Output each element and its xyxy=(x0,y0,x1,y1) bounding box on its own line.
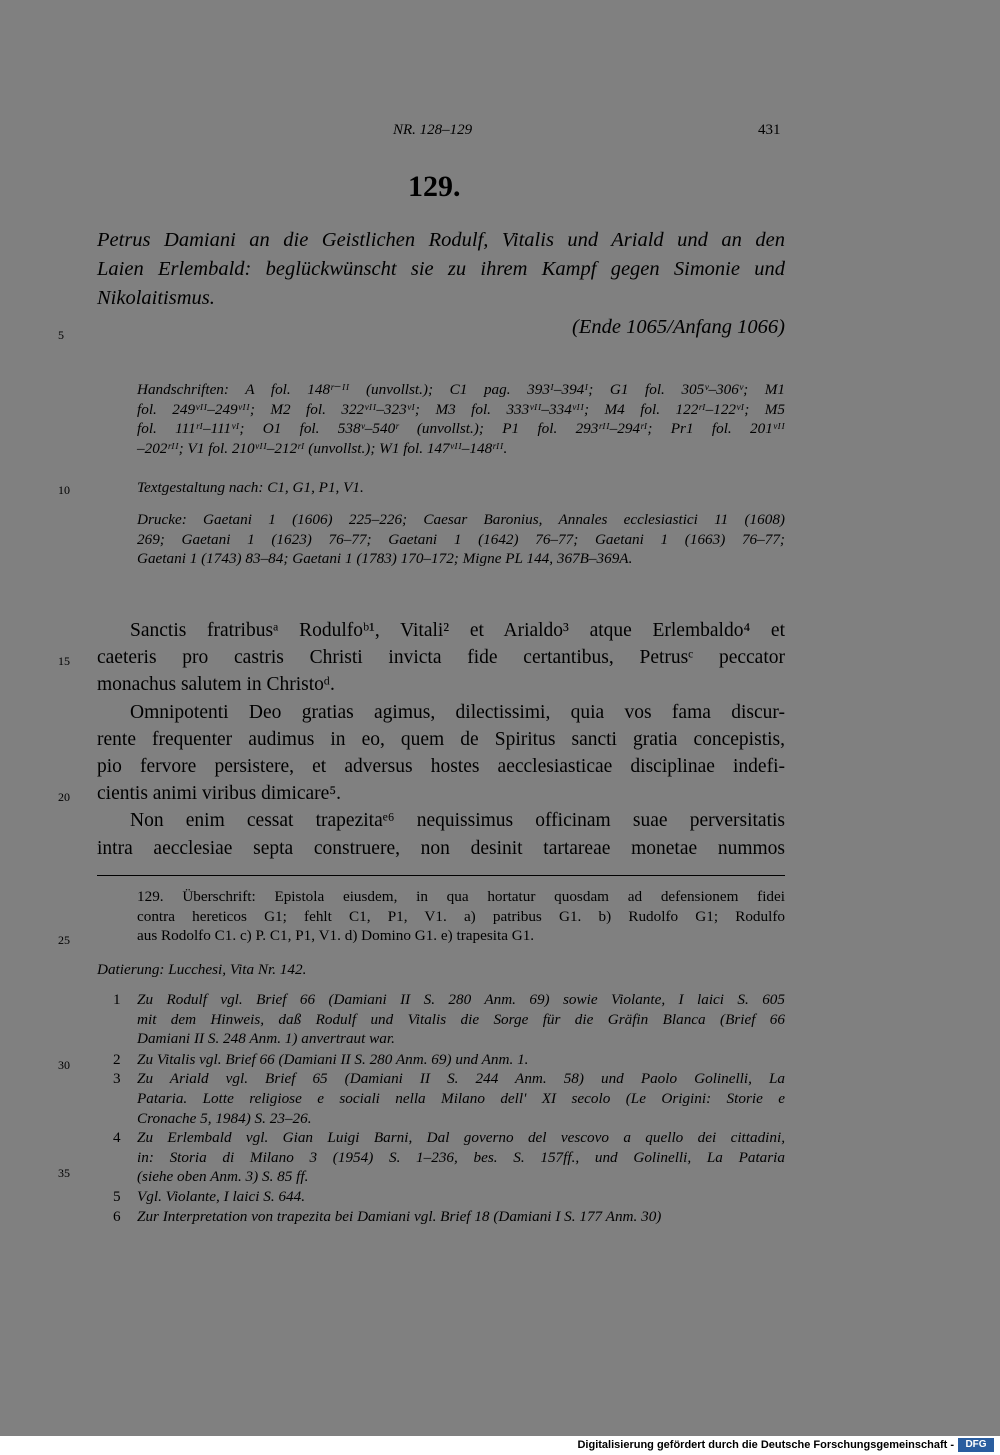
footnote-line: Vgl. Violante, I laici S. 644. xyxy=(137,1187,306,1205)
text-line: caeteris pro castris Christi invicta fide certantibus, Petrusᶜ peccator xyxy=(97,647,785,669)
letter-summary xyxy=(97,226,785,342)
footnote-number: 4 xyxy=(113,1129,121,1147)
footnote-line: Zu Erlembald vgl. Gian Luigi Barni, Dal governo del vescovo a quello dei cittadini, xyxy=(137,1129,785,1147)
textgestaltung: Textgestaltung nach: C1, G1, P1, V1. xyxy=(137,479,364,496)
text-line: pio fervore persistere, et adversus hostes aecclesiasticae disciplinae indefi- xyxy=(97,756,785,778)
page-number: 431 xyxy=(758,122,781,138)
dating-note: Datierung: Lucchesi, Vita Nr. 142. xyxy=(97,961,307,978)
footnote xyxy=(113,1207,785,1227)
manuscripts-line: fol. 249ᵛᴵᴵ–249ᵛᴵᴵ; M2 fol. 322ᵛᴵᴵ–323ᵛᴵ; M3 fol. 333ᵛᴵᴵ–334ᵛᴵᴵ; M4 fol. 122ʳᴵ–122ᵛᴵ; M5 xyxy=(137,400,785,418)
footnote xyxy=(113,1128,785,1187)
footnotes xyxy=(113,990,785,1226)
line-number: 15 xyxy=(58,654,70,668)
summary-line: Laien Erlembald: beglückwünscht sie zu ihrem Kampf gegen Simonie und xyxy=(97,258,785,280)
footnote-line: Pataria. Lotte religiose e sociali nella Milano dell' XI secolo (Le Origini: Storie e xyxy=(137,1089,785,1107)
prints-line: 269; Gaetani 1 (1623) 76–77; Gaetani 1 (1642) 76–77; Gaetani 1 (1663) 76–77; xyxy=(137,530,785,548)
apparatus-block xyxy=(137,887,785,946)
footnote xyxy=(113,990,785,1049)
line-number: 10 xyxy=(58,483,70,497)
text-line: Non enim cessat trapezitaᵉ⁶ nequissimus officinam suae perversitatis xyxy=(130,810,785,832)
letter-number: 129. xyxy=(408,170,461,203)
footnote-divider xyxy=(97,875,785,876)
footnote-number: 3 xyxy=(113,1070,121,1088)
line-number: 20 xyxy=(58,790,70,804)
footnote-number: 2 xyxy=(113,1050,121,1068)
footnote-number: 5 xyxy=(113,1187,121,1205)
line-number: 30 xyxy=(58,1058,70,1072)
footnote-line: Zu Ariald vgl. Brief 65 (Damiani II S. 244 Anm. 58) und Paolo Golinelli, La xyxy=(137,1070,785,1088)
dfg-logo: DFG xyxy=(958,1438,994,1452)
footnote-line: Zur Interpretation von trapezita bei Damiani vgl. Brief 18 (Damiani I S. 177 Anm. 30) xyxy=(137,1207,662,1225)
footnote-line: Zu Vitalis vgl. Brief 66 (Damiani II S. 280 Anm. 69) und Anm. 1. xyxy=(137,1050,529,1068)
text-line: intra aecclesiae septa construere, non desinit tartareae monetae nummos xyxy=(97,837,785,859)
text-line: Sanctis fratribusᵃ Rodulfoᵇ¹, Vitali² et Arialdo³ atque Erlembaldo⁴ et xyxy=(130,620,785,641)
line-number: 35 xyxy=(58,1166,70,1180)
footnote-line: (siehe oben Anm. 3) S. 85 ff. xyxy=(137,1168,309,1186)
manuscripts-block xyxy=(137,380,785,458)
footnote-line: Cronache 5, 1984) S. 23–26. xyxy=(137,1109,312,1127)
footnote-line: mit dem Hinweis, daß Rodulf und Vitalis die Sorge für die Gräfin Blanca (Brief 66 xyxy=(137,1010,785,1028)
footnote-number: 6 xyxy=(113,1207,121,1225)
apparatus-line: aus Rodolfo C1. c) P. C1, P1, V1. d) Domino G1. e) trapesita G1. xyxy=(137,927,535,944)
prints-line: Gaetani 1 (1743) 83–84; Gaetani 1 (1783) 170–172; Migne PL 144, 367B–369A. xyxy=(137,550,633,567)
footnote-number: 1 xyxy=(113,991,121,1008)
letter-date: (Ende 1065/Anfang 1066) xyxy=(572,316,785,338)
text-line: Omnipotenti Deo gratias agimus, dilectissimi, quia vos fama discur- xyxy=(130,701,785,723)
footnote-line: in: Storia di Milano 3 (1954) S. 1–236, bes. S. 157ff., und Golinelli, La Pataria xyxy=(137,1148,785,1166)
prints-line: Drucke: Gaetani 1 (1606) 225–226; Caesar Baronius, Annales ecclesiastici 11 (1608) xyxy=(137,511,785,528)
manuscripts-line: fol. 111ʳᴵ–111ᵛᴵ; O1 fol. 538ᵛ–540ʳ (unvollst.); P1 fol. 293ʳᴵᴵ–294ʳᴵ; Pr1 fol. 201ᵛᴵᴵ xyxy=(137,420,785,437)
letter-text xyxy=(97,617,785,862)
manuscripts-line: Handschriften: A fol. 148ʳ⁻ᴵᴵ (unvollst.); C1 pag. 393ᴵ–394ᴵ; G1 fol. 305ᵛ–306ᵛ; M1 xyxy=(137,381,785,398)
running-header: NR. 128–129 xyxy=(393,122,473,138)
manuscripts-line: –202ʳᴵᴵ; V1 fol. 210ᵛᴵᴵ–212ʳᴵ (unvollst.); W1 fol. 147ᵛᴵᴵ–148ʳᴵᴵ. xyxy=(137,439,508,457)
line-number: 25 xyxy=(58,933,70,947)
apparatus-line: contra hereticos G1; fehlt C1, P1, V1. a) patribus G1. b) Rudolfo G1; Rodulfo xyxy=(137,907,785,925)
text-line: rente frequenter audimus in eo, quem de Spiritus sancti gratia concepistis, xyxy=(97,728,785,750)
apparatus-line: 129. Überschrift: Epistola eiusdem, in qua hortatur quosdam ad defensionem fidei xyxy=(137,888,785,905)
footnote xyxy=(113,1069,785,1128)
attribution-text: Digitalisierung gefördert durch die Deutsche Forschungsgemeinschaft - xyxy=(577,1439,954,1451)
summary-line: Petrus Damiani an die Geistlichen Rodulf, Vitalis und Ariald und an den xyxy=(97,229,785,251)
line-number: 5 xyxy=(58,328,64,342)
attribution-bar xyxy=(0,1436,1000,1455)
footnote-line: Zu Rodulf vgl. Brief 66 (Damiani II S. 280 Anm. 69) sowie Violante, I laici S. 605 xyxy=(137,991,785,1008)
footnote-line: Damiani II S. 248 Anm. 1) anvertraut war. xyxy=(137,1030,395,1048)
summary-line: Nikolaitismus. xyxy=(97,287,215,309)
text-line: cientis animi viribus dimicare⁵. xyxy=(97,783,341,805)
prints-block xyxy=(137,510,785,569)
footnote xyxy=(113,1187,785,1207)
footnote xyxy=(113,1050,785,1070)
text-line: monachus salutem in Christoᵈ. xyxy=(97,674,335,696)
